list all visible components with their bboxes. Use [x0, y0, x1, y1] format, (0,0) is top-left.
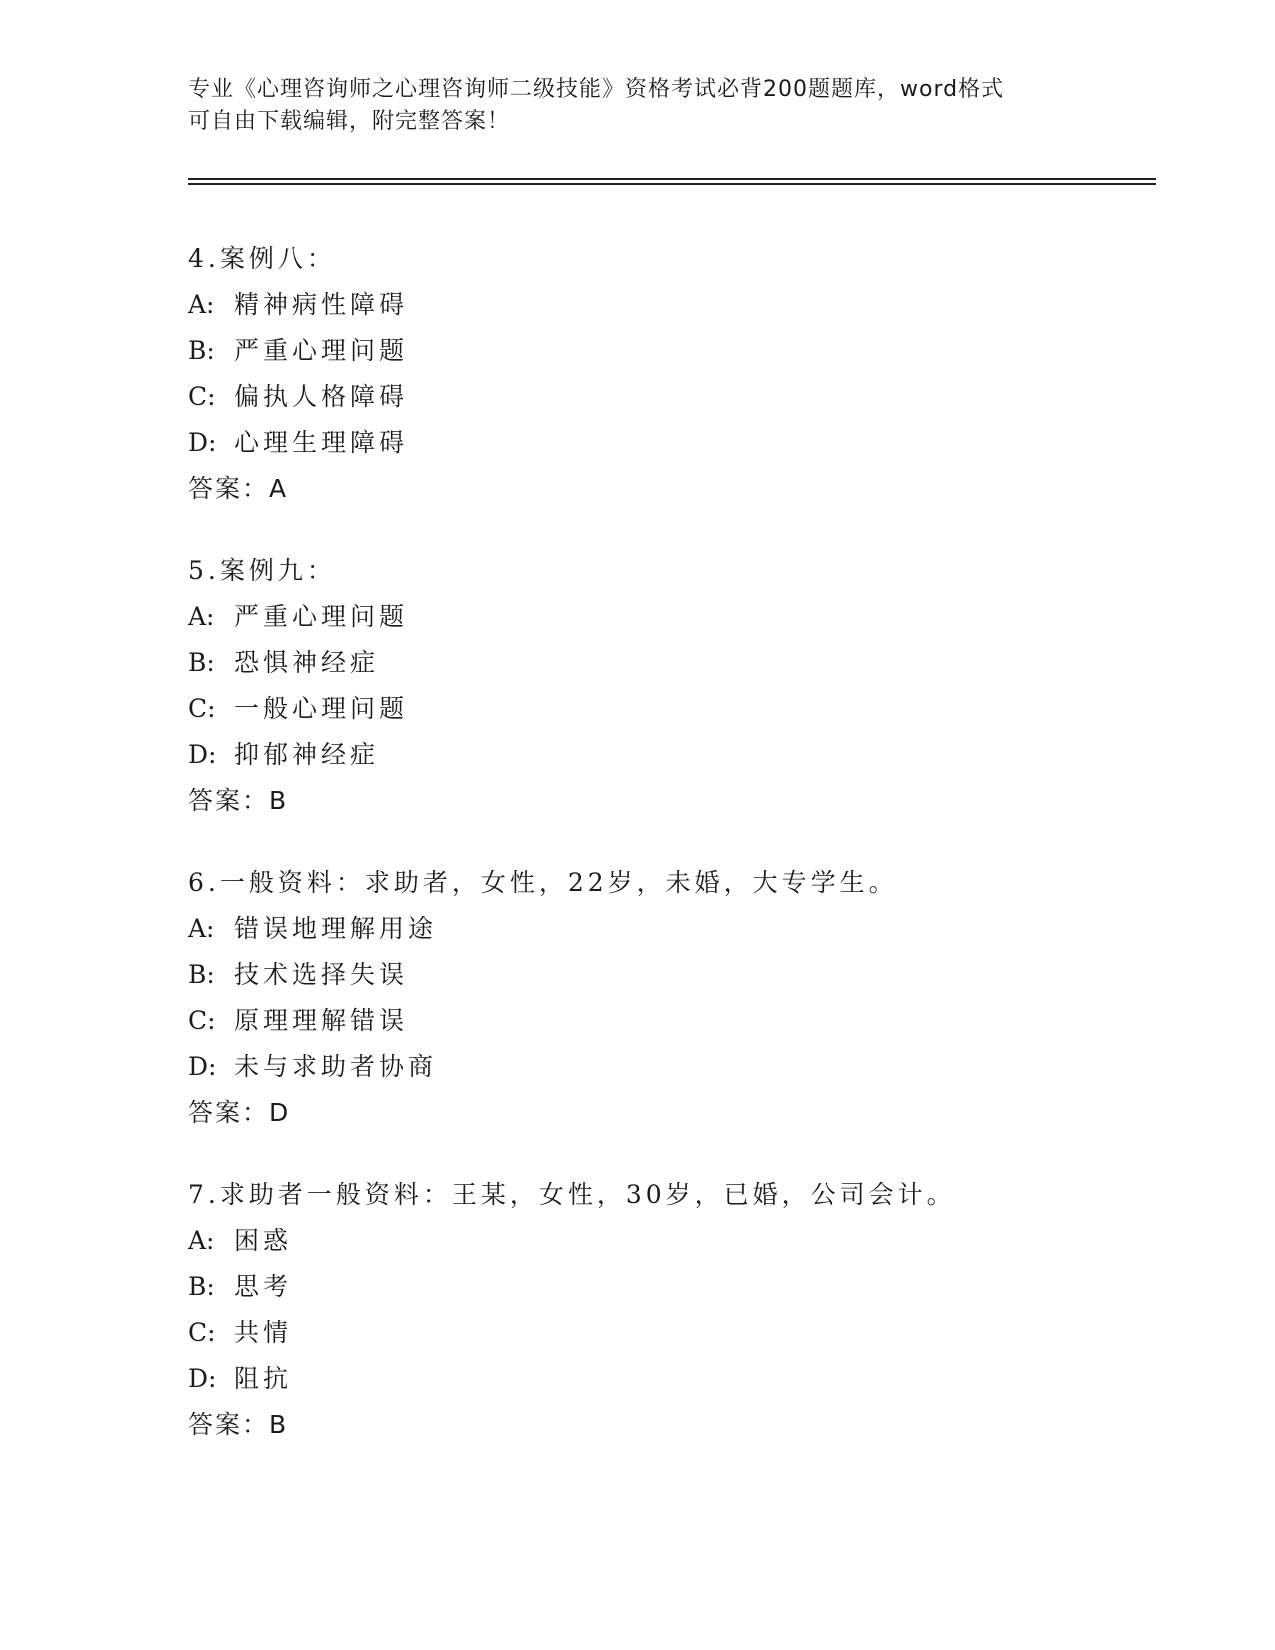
- option-key: C:: [188, 694, 216, 723]
- option-key: B:: [188, 960, 215, 989]
- option-text: 偏执人格障碍: [234, 382, 409, 411]
- question-stem: 5.案例九：: [188, 556, 336, 585]
- option-a: [188, 282, 1156, 328]
- option-key: D:: [188, 1364, 217, 1393]
- header-line-1: 专业《心理咨询师之心理咨询师二级技能》资格考试必背200题题库，word格式: [188, 77, 1005, 102]
- option-text: 阻抗: [234, 1364, 293, 1393]
- answer-line: 答案：B: [188, 786, 289, 815]
- option-b: [188, 952, 1156, 998]
- option-c: [188, 374, 1156, 420]
- option-text: 恐惧神经症: [234, 648, 380, 677]
- option-d: [188, 1356, 1156, 1402]
- option-key: B:: [188, 336, 215, 365]
- option-key: D:: [188, 428, 217, 457]
- question-stem: 6.一般资料：求助者，女性，22岁，未婚，大专学生。: [188, 868, 898, 897]
- option-key: A:: [188, 914, 215, 943]
- option-key: B:: [188, 1272, 215, 1301]
- option-key: A:: [188, 602, 215, 631]
- option-d: [188, 1044, 1156, 1090]
- document-header: [188, 74, 1088, 138]
- option-text: 严重心理问题: [234, 336, 409, 365]
- question-item: [188, 236, 1156, 512]
- option-text: 困惑: [234, 1226, 293, 1255]
- option-c: [188, 1310, 1156, 1356]
- question-stem: 7.求助者一般资料：王某，女性，30岁，已婚，公司会计。: [188, 1180, 956, 1209]
- option-key: A:: [188, 1226, 215, 1255]
- option-c: [188, 998, 1156, 1044]
- option-text: 错误地理解用途: [234, 914, 438, 943]
- question-item: [188, 548, 1156, 824]
- option-text: 严重心理问题: [234, 602, 409, 631]
- option-text: 心理生理障碍: [234, 428, 409, 457]
- option-b: [188, 640, 1156, 686]
- question-item: [188, 860, 1156, 1136]
- answer-line: 答案：A: [188, 474, 289, 503]
- option-c: [188, 686, 1156, 732]
- option-key: D:: [188, 1052, 217, 1081]
- option-a: [188, 594, 1156, 640]
- question-item: [188, 1172, 1156, 1448]
- option-text: 未与求助者协商: [234, 1052, 438, 1081]
- option-text: 抑郁神经症: [234, 740, 380, 769]
- option-key: A:: [188, 290, 215, 319]
- option-text: 思考: [234, 1272, 293, 1301]
- question-list: [188, 236, 1156, 1484]
- option-text: 技术选择失误: [234, 960, 409, 989]
- option-text: 精神病性障碍: [234, 290, 409, 319]
- option-b: [188, 328, 1156, 374]
- option-b: [188, 1264, 1156, 1310]
- question-stem: 4.案例八：: [188, 244, 336, 273]
- option-text: 一般心理问题: [234, 694, 409, 723]
- header-divider-bottom: [188, 183, 1156, 185]
- option-key: C:: [188, 1318, 216, 1347]
- option-key: D:: [188, 740, 217, 769]
- option-key: C:: [188, 382, 216, 411]
- header-divider-top: [188, 178, 1156, 180]
- option-text: 原理理解错误: [234, 1006, 409, 1035]
- answer-line: 答案：D: [188, 1098, 291, 1127]
- option-key: C:: [188, 1006, 216, 1035]
- option-key: B:: [188, 648, 215, 677]
- answer-line: 答案：B: [188, 1410, 289, 1439]
- option-d: [188, 732, 1156, 778]
- option-a: [188, 1218, 1156, 1264]
- option-text: 共情: [234, 1318, 293, 1347]
- option-d: [188, 420, 1156, 466]
- option-a: [188, 906, 1156, 952]
- header-line-2: 可自由下载编辑，附完整答案！: [188, 109, 511, 134]
